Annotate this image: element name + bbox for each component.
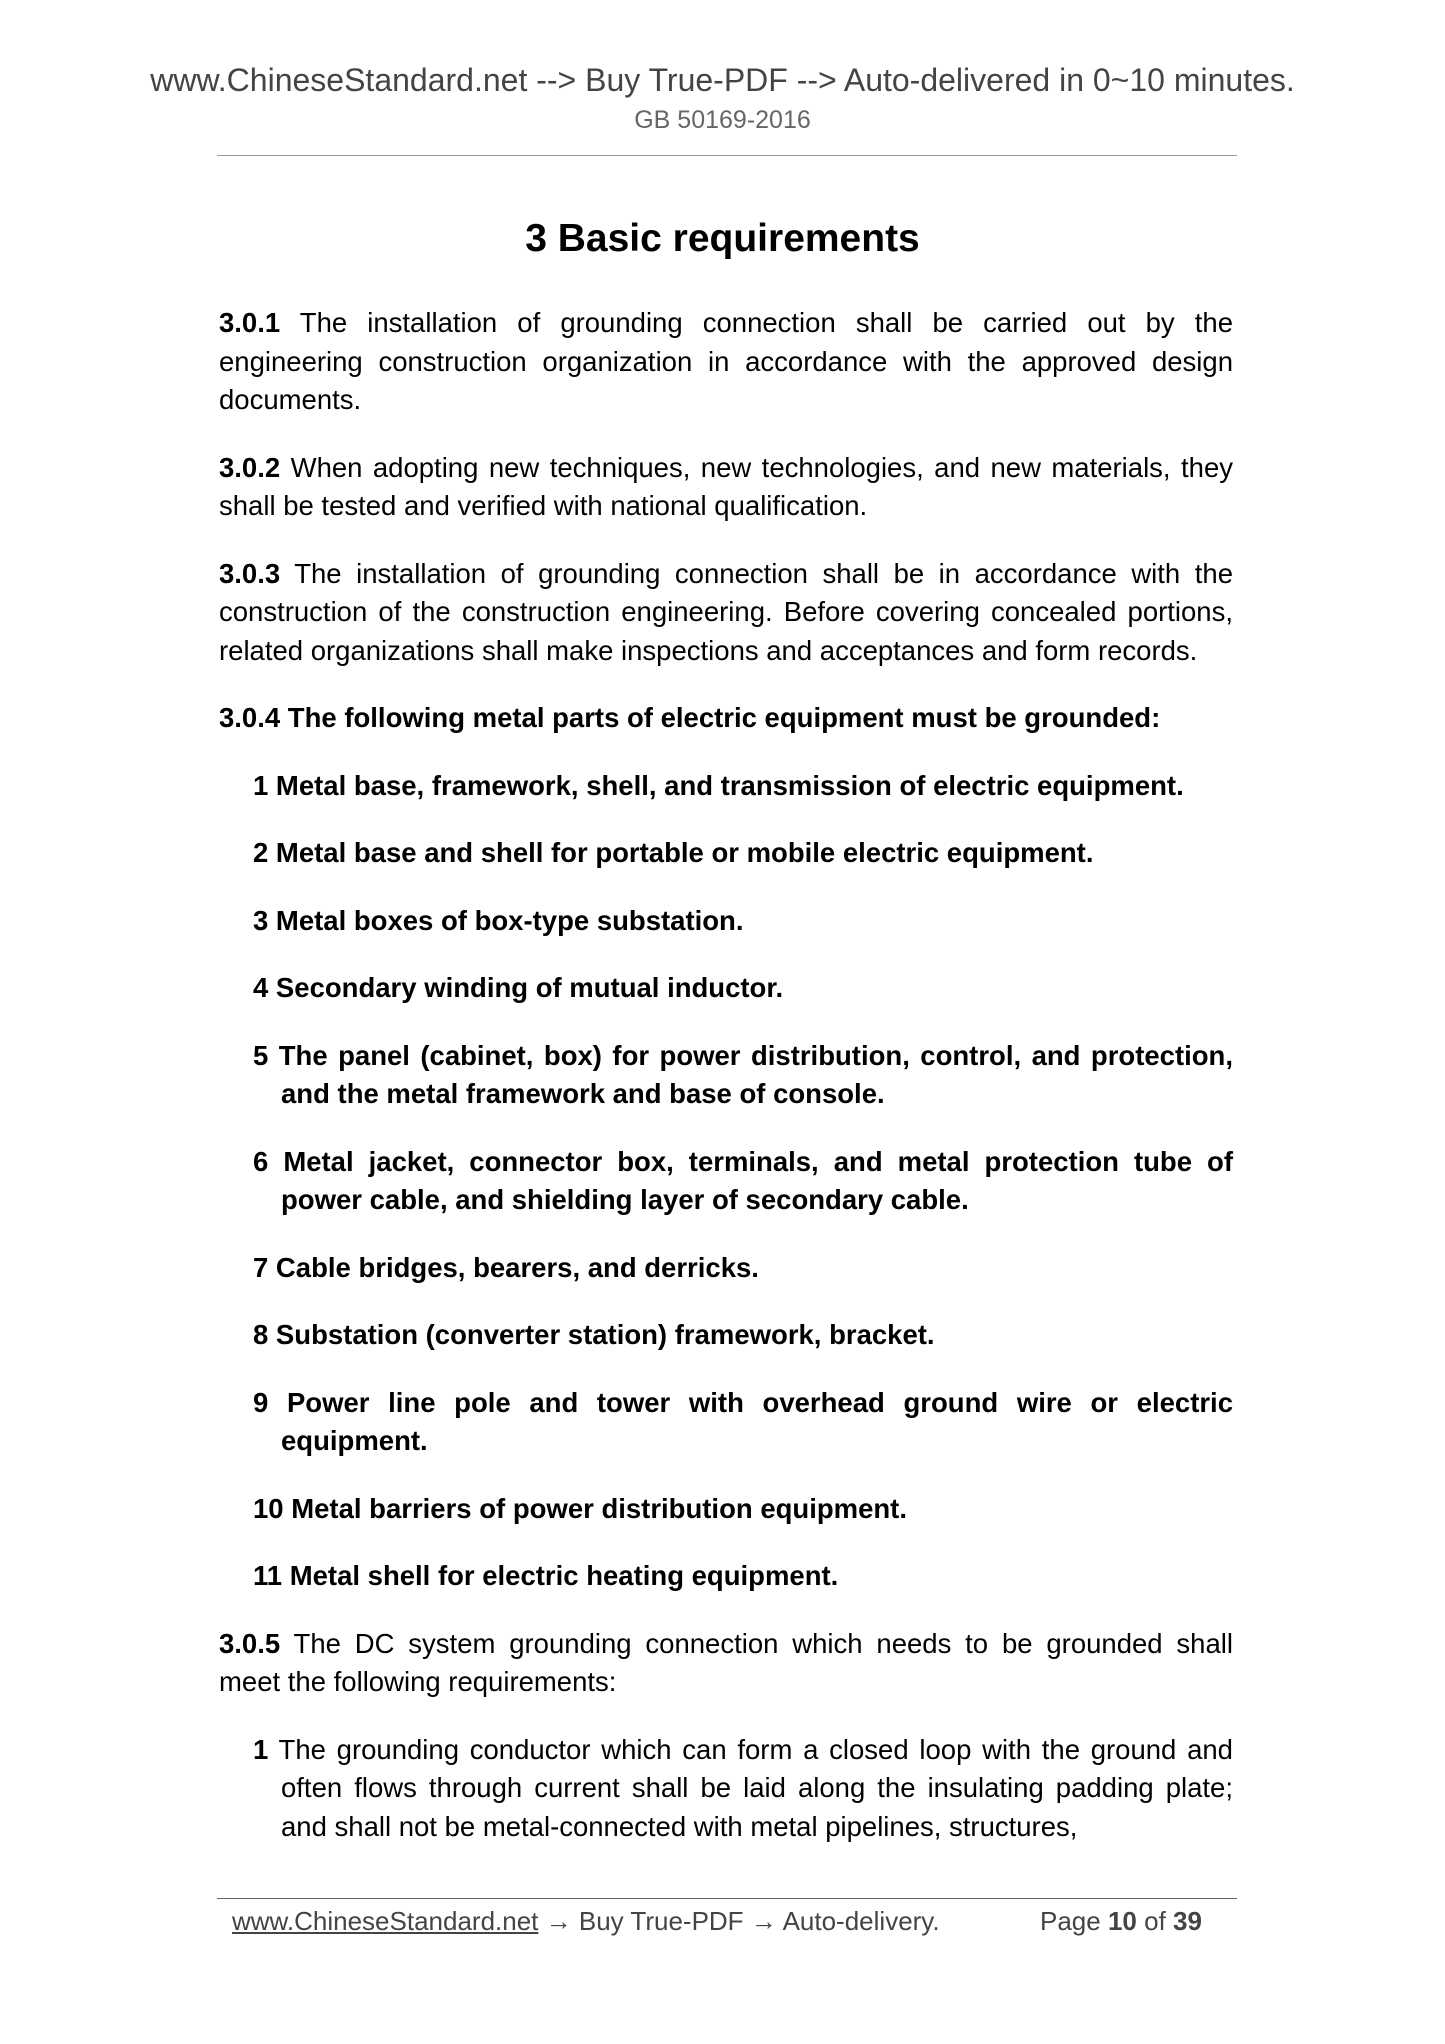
clause-text: The DC system grounding connection which needs to be grounded shall meet the following requirements:	[219, 1627, 1233, 1697]
list-item: 2 Metal base and shell for portable or mobile electric equipment.	[253, 837, 1094, 868]
clause-3-0-5	[219, 1625, 1233, 1702]
list-item: 3 Metal boxes of box-type substation.	[253, 904, 744, 936]
list-item: 9 Power line pole and tower with overhead ground wire or electric equipment.	[253, 1386, 1233, 1456]
clause-number: 3.0.1	[219, 307, 281, 338]
item-number: 1	[253, 1733, 269, 1765]
page-total: 39	[1173, 1906, 1202, 1936]
clause-3-0-1	[219, 304, 1233, 420]
footer-divider	[217, 1898, 1237, 1899]
footer-promo-text: → Buy True-PDF → Auto-delivery.	[538, 1906, 940, 1936]
promo-banner: www.ChineseStandard.net --> Buy True-PDF --> Auto-delivered in 0~10 minutes.	[150, 62, 1295, 98]
clause-text: The installation of grounding connection shall be carried out by the engineering construction organization in accordance with the approved design documents.	[219, 307, 1233, 415]
item-text: The grounding conductor which can form a closed loop with the ground and often flows through current shall be laid along the insulating padding plate; and shall not be metal-connected with metal pipelines, structures,	[278, 1733, 1233, 1842]
page-number: 10	[1107, 1906, 1137, 1936]
document-body	[219, 304, 1233, 1875]
page-label: Page	[1040, 1906, 1101, 1936]
list-item: 6 Metal jacket, connector box, terminals, and metal protection tube of power cable, and shielding layer of secondary cable.	[253, 1145, 1233, 1215]
list-item: 1 Metal base, framework, shell, and transmission of electric equipment.	[253, 769, 1184, 801]
clause-text: When adopting new techniques, new technologies, and new materials, they shall be tested and verified with national qualification.	[219, 451, 1233, 521]
clause-number: 3.0.3	[219, 557, 281, 589]
header-divider	[217, 155, 1237, 156]
page-title: 3 Basic requirements	[525, 217, 920, 260]
list-item: 11 Metal shell for electric heating equipment.	[253, 1560, 839, 1591]
clause-number: 3.0.5	[219, 1627, 281, 1659]
clause-text: The installation of grounding connection shall be in accordance with the construction of the construction engineering. Before covering concealed portions, related organizations shall make inspections and acceptances and form records.	[219, 557, 1233, 666]
list-item	[253, 1731, 1233, 1847]
list-item: 8 Substation (converter station) framework, bracket.	[253, 1319, 935, 1350]
page-indicator	[1040, 1903, 1202, 1939]
document-id: GB 50169-2016	[634, 106, 811, 134]
list-item: 5 The panel (cabinet, box) for power distribution, control, and protection, and the metal framework and base of console.	[253, 1039, 1233, 1109]
list-item: 7 Cable bridges, bearers, and derricks.	[253, 1251, 759, 1283]
clause-number: 3.0.2	[219, 451, 281, 483]
list-item: 4 Secondary winding of mutual inductor.	[253, 972, 784, 1003]
list-item: 10 Metal barriers of power distribution equipment.	[253, 1492, 907, 1524]
clause-3-0-2	[219, 449, 1233, 526]
of-label: of	[1144, 1906, 1166, 1936]
footer-promo	[232, 1903, 940, 1939]
clause-3-0-3	[219, 555, 1233, 671]
clause-3-0-4: 3.0.4 The following metal parts of electric equipment must be grounded:	[219, 702, 1161, 733]
footer-link[interactable]: www.ChineseStandard.net	[232, 1906, 539, 1936]
